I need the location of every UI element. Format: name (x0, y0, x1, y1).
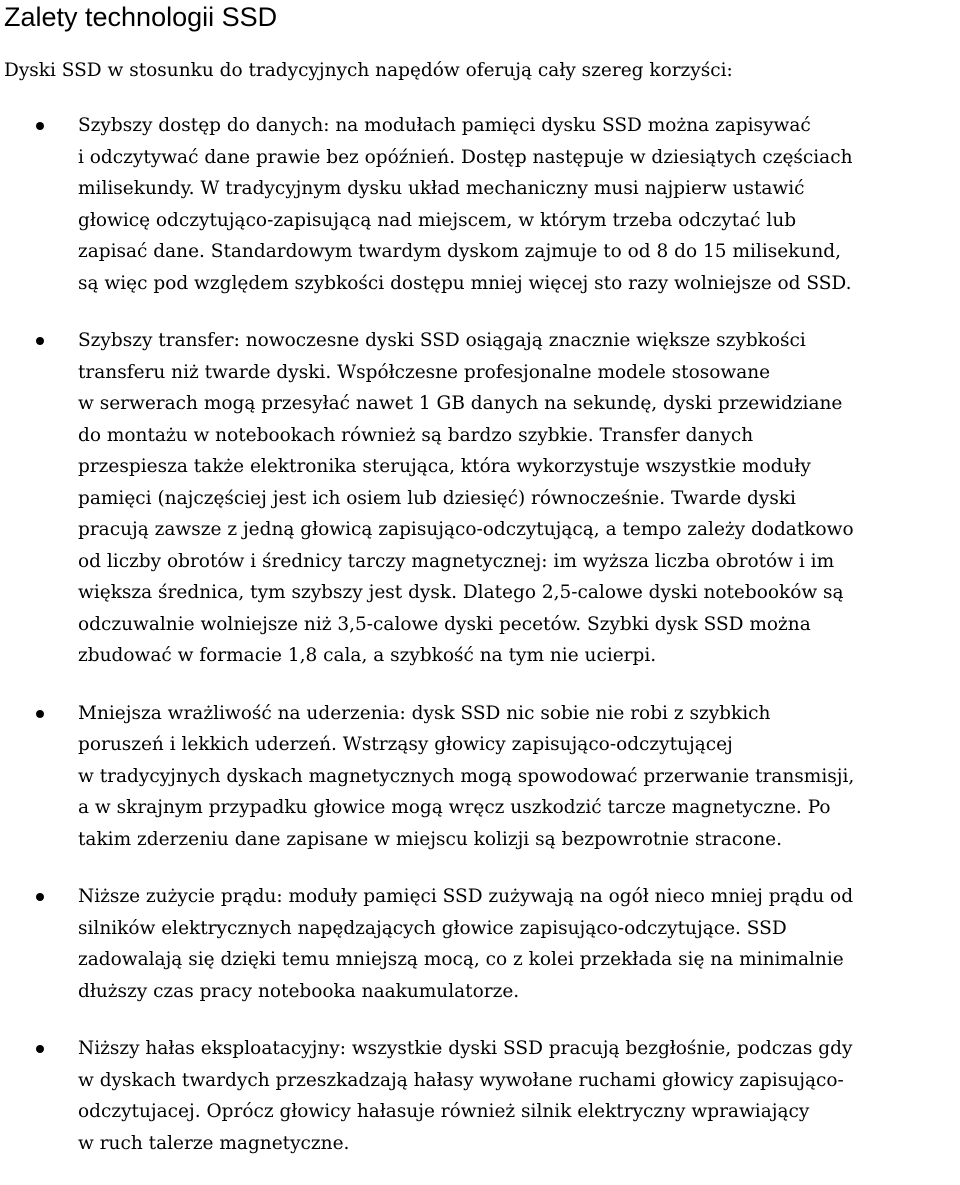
list-item-line: w serwerach mogą przesyłać nawet 1 GB danych na sekundę, dyski przewidziane (78, 393, 843, 414)
list-item-line: przespiesza także elektronika sterująca, która wykorzystuje wszystkie moduły (78, 456, 811, 477)
list-item-lower-noise (0, 1033, 960, 1159)
document-title: Zalety technologii SSD (4, 2, 278, 32)
list-item-line: i odczytywać dane prawie bez opóźnień. Dostęp następuje w dziesiątych częściach (78, 146, 853, 168)
list-item-line: pracują zawsze z jedną głowicą zapisująco-odczytującą, a tempo zależy dodatkowo (78, 519, 854, 540)
list-item-line: odczuwalnie wolniejsze niż 3,5-calowe dyski pecetów. Szybki dysk SSD można (78, 613, 811, 635)
list-item-line: Mniejsza wrażliwość na uderzenia: dysk SSD nic sobie nie robi z szybkich (78, 702, 771, 724)
list-item-line: transferu niż twarde dyski. Współczesne profesjonalne modele stosowane (78, 361, 771, 383)
list-item-line: Niższy hałas eksploatacyjny: wszystkie dyski SSD pracują bezgłośnie, podczas gdy (78, 1038, 853, 1059)
list-item-line: są więc pod względem szybkości dostępu mniej więcej sto razy wolniejsze od SSD. (78, 272, 852, 294)
list-item-lower-power (0, 881, 960, 1007)
list-item-shock-resistance (0, 698, 960, 856)
list-item-line: do montażu w notebookach również są bardzo szybkie. Transfer danych (78, 424, 754, 446)
list-item-line: dłuższy czas pracy notebooka naakumulatorze. (78, 980, 520, 1002)
list-item-faster-transfer (0, 325, 960, 672)
list-item-line: silników elektrycznych napędzających głowice zapisująco-odczytujące. SSD (78, 917, 787, 939)
benefits-list (0, 110, 960, 1185)
list-item-line: głowicę odczytująco-zapisującą nad miejscem, w którym trzeba odczytać lub (78, 209, 797, 231)
list-item-line: w tradycyjnych dyskach magnetycznych mogą spowodować przerwanie transmisji, (78, 765, 855, 787)
list-item-line: Szybszy dostęp do danych: na modułach pamięci dysku SSD można zapisywać (78, 115, 811, 136)
list-item-faster-access (0, 110, 960, 299)
list-item-line: poruszeń i lekkich uderzeń. Wstrząsy głowicy zapisująco-odczytującej (78, 734, 733, 755)
list-item-line: większa średnica, tym szybszy jest dysk. Dlatego 2,5-calowe dyski notebooków są (78, 582, 844, 603)
bullet-icon (36, 893, 44, 901)
list-item-line: w ruch talerze magnetyczne. (78, 1132, 350, 1154)
intro-paragraph: Dyski SSD w stosunku do tradycyjnych napędów oferują cały szereg korzyści: (4, 60, 733, 81)
list-item-line: od liczby obrotów i średnicy tarczy magnetycznej: im wyższa liczba obrotów i im (78, 550, 835, 572)
list-item-line: zbudować w formacie 1,8 cala, a szybkość na tym nie ucierpi. (78, 645, 657, 666)
bullet-icon (36, 337, 44, 345)
list-item-line: takim zderzeniu dane zapisane w miejscu kolizji są bezpowrotnie stracone. (78, 828, 782, 850)
list-item-line: milisekundy. W tradycyjnym dysku układ mechaniczny musi najpierw ustawić (78, 178, 805, 199)
list-item-line: a w skrajnym przypadku głowice mogą wręcz uszkodzić tarcze magnetyczne. Po (78, 797, 831, 818)
list-item-line: zapisać dane. Standardowym twardym dyskom zajmuje to od 8 do 15 milisekund, (78, 241, 841, 262)
list-item-line: Szybszy transfer: nowoczesne dyski SSD osiągają znacznie większe szybkości (78, 330, 806, 351)
list-item-line: odczytujacej. Oprócz głowicy hałasuje również silnik elektryczny wprawiający (78, 1101, 810, 1122)
list-item-line: w dyskach twardych przeszkadzają hałasy wywołane ruchami głowicy zapisująco- (78, 1069, 844, 1091)
list-item-line: Niższe zużycie prądu: moduły pamięci SSD zużywają na ogół nieco mniej prądu od (78, 886, 854, 907)
list-item-line: zadowalają się dzięki temu mniejszą mocą, co z kolei przekłada się na minimalnie (78, 949, 844, 970)
bullet-icon (36, 122, 44, 130)
bullet-icon (36, 710, 44, 718)
list-item-line: pamięci (najczęściej jest ich osiem lub dziesięć) równocześnie. Twarde dyski (78, 487, 796, 509)
bullet-icon (36, 1045, 44, 1053)
